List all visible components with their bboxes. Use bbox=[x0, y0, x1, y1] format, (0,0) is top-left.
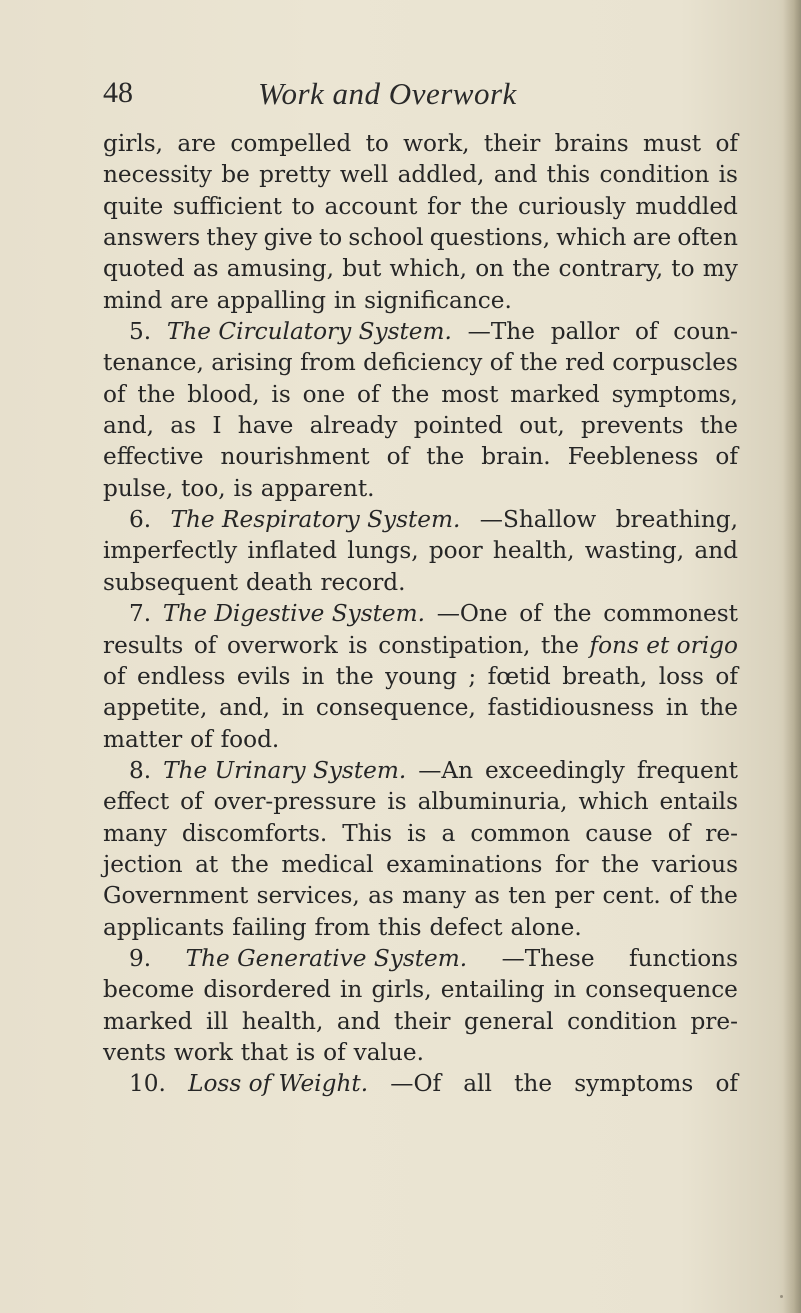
word: significance. bbox=[364, 286, 512, 314]
word: albuminuria, bbox=[417, 788, 568, 816]
text-line bbox=[103, 724, 738, 755]
word: fœtid bbox=[487, 662, 551, 690]
word: from bbox=[314, 913, 371, 941]
word: cent. bbox=[602, 882, 661, 910]
text-line bbox=[103, 598, 738, 629]
word: marked bbox=[510, 380, 600, 408]
word: health, bbox=[492, 537, 575, 565]
word: pointed bbox=[413, 412, 503, 440]
word: breath, bbox=[562, 662, 648, 690]
word: applicants bbox=[103, 913, 225, 941]
word: food. bbox=[220, 725, 280, 753]
word: as bbox=[368, 882, 394, 910]
text-line bbox=[103, 912, 738, 943]
word: is bbox=[407, 819, 427, 847]
word: services, bbox=[256, 882, 360, 910]
word: necessity bbox=[103, 161, 212, 189]
word: are bbox=[177, 130, 216, 157]
word: loss bbox=[658, 662, 704, 690]
word: red bbox=[565, 349, 605, 377]
text-line bbox=[103, 379, 738, 410]
word: prevents bbox=[581, 412, 684, 440]
word: consequence, bbox=[315, 694, 476, 722]
text-line bbox=[103, 786, 738, 817]
word: of bbox=[190, 725, 213, 753]
word: the bbox=[699, 694, 738, 722]
word: I bbox=[212, 412, 222, 440]
text-line bbox=[103, 535, 738, 566]
word: vents bbox=[103, 1038, 166, 1066]
word: value. bbox=[353, 1038, 424, 1066]
word: blood, bbox=[187, 380, 260, 408]
word: become bbox=[103, 976, 195, 1004]
word: as bbox=[192, 255, 219, 283]
word: questions, bbox=[429, 224, 551, 252]
word: jection bbox=[103, 850, 183, 878]
word: they bbox=[206, 224, 258, 252]
word: to bbox=[291, 192, 315, 220]
word: various bbox=[651, 850, 738, 878]
word: this bbox=[546, 161, 591, 189]
word: as bbox=[170, 412, 197, 440]
word: of bbox=[323, 1038, 346, 1066]
word: pre- bbox=[690, 1007, 738, 1035]
text-line bbox=[103, 818, 738, 849]
text-line bbox=[103, 347, 738, 378]
word: of bbox=[667, 819, 691, 847]
word: of bbox=[357, 380, 380, 408]
word: in bbox=[553, 976, 577, 1004]
text-line bbox=[103, 630, 738, 661]
paper-speck bbox=[780, 1295, 783, 1298]
text-line bbox=[103, 222, 738, 253]
page-edge-shadow bbox=[783, 0, 801, 1313]
word: discomforts. bbox=[181, 819, 328, 847]
word: marked bbox=[103, 1007, 193, 1035]
word: are bbox=[170, 286, 209, 314]
word: in bbox=[665, 694, 689, 722]
word: and, bbox=[103, 412, 154, 440]
word: appetite, bbox=[103, 694, 208, 722]
word: fastidiousness bbox=[487, 694, 655, 722]
word: cause bbox=[585, 819, 653, 847]
word: most bbox=[441, 380, 499, 408]
word: examinations bbox=[386, 850, 543, 878]
word: arising bbox=[211, 349, 293, 377]
word: nourishment bbox=[220, 443, 370, 471]
word: ten bbox=[508, 882, 547, 910]
word: many bbox=[103, 819, 167, 847]
word: the bbox=[699, 882, 738, 910]
word: and, bbox=[219, 694, 271, 722]
word: symptoms bbox=[574, 1070, 694, 1098]
word: of bbox=[519, 600, 542, 628]
word: effective bbox=[103, 443, 204, 471]
text-line bbox=[103, 755, 738, 786]
word: is bbox=[387, 788, 407, 816]
word: my bbox=[702, 255, 738, 283]
word: school bbox=[348, 224, 424, 252]
word: subsequent bbox=[103, 568, 239, 596]
word: as bbox=[474, 882, 500, 910]
word: health, bbox=[241, 1007, 324, 1035]
page-number: 48 bbox=[103, 76, 133, 109]
word: failing bbox=[232, 913, 307, 941]
word: the bbox=[137, 380, 176, 408]
word: corpuscles bbox=[612, 349, 738, 377]
word: of bbox=[715, 443, 738, 471]
word: are bbox=[632, 224, 672, 252]
word: evils bbox=[236, 662, 291, 690]
word: sufficient bbox=[172, 192, 282, 220]
word: overwork bbox=[226, 631, 338, 659]
word: defect bbox=[429, 913, 503, 941]
word: —The bbox=[467, 318, 535, 346]
word: a bbox=[441, 819, 456, 847]
body-text bbox=[103, 128, 738, 1100]
word: answers bbox=[103, 224, 201, 252]
italic-phrase: The Respiratory System. bbox=[170, 506, 461, 534]
text-line bbox=[103, 410, 738, 441]
word: already bbox=[309, 412, 398, 440]
word: is bbox=[348, 631, 368, 659]
word: wasting, bbox=[584, 537, 685, 565]
word: the bbox=[335, 662, 374, 690]
word: on bbox=[475, 255, 505, 283]
word: for bbox=[427, 192, 461, 220]
word: compelled bbox=[230, 130, 352, 157]
word: alone. bbox=[510, 913, 582, 941]
word: in bbox=[301, 662, 325, 690]
word: disordered bbox=[203, 976, 331, 1004]
word: of bbox=[715, 130, 738, 157]
word: brains bbox=[554, 130, 629, 157]
word: the bbox=[391, 380, 430, 408]
text-line bbox=[103, 441, 738, 472]
text-line bbox=[103, 1068, 738, 1099]
word: the bbox=[230, 850, 269, 878]
word: this bbox=[378, 913, 422, 941]
word: deficiency bbox=[363, 349, 483, 377]
word: but bbox=[342, 255, 382, 283]
word: in bbox=[340, 976, 363, 1004]
word: of bbox=[489, 349, 513, 377]
text-line bbox=[103, 943, 738, 974]
word: 9. bbox=[129, 944, 152, 972]
word: their bbox=[483, 130, 541, 157]
word: account bbox=[324, 192, 418, 220]
word: inflated bbox=[247, 537, 337, 565]
word: be bbox=[221, 161, 250, 189]
word: of bbox=[386, 443, 410, 471]
word: from bbox=[300, 349, 356, 377]
word: work, bbox=[403, 130, 470, 157]
word: and bbox=[336, 1007, 381, 1035]
word: to bbox=[671, 255, 695, 283]
word: coun- bbox=[673, 318, 738, 346]
word: which, bbox=[389, 255, 467, 283]
word: consequence bbox=[585, 976, 738, 1004]
word: —Of bbox=[390, 1070, 442, 1098]
word: curiously bbox=[517, 192, 626, 220]
running-head bbox=[103, 76, 663, 116]
word: over-pressure bbox=[213, 788, 377, 816]
word: is bbox=[271, 380, 291, 408]
word: the bbox=[699, 412, 738, 440]
word: girls, bbox=[103, 130, 164, 157]
word: quoted bbox=[103, 255, 185, 283]
word: effect bbox=[103, 788, 170, 816]
word: many bbox=[402, 882, 466, 910]
word: of bbox=[193, 631, 217, 659]
text-line bbox=[103, 191, 738, 222]
word: out, bbox=[519, 412, 565, 440]
word: mind bbox=[103, 286, 163, 314]
italic-phrase: fons et origo bbox=[589, 631, 738, 659]
word: general bbox=[464, 1007, 554, 1035]
word: their bbox=[394, 1007, 451, 1035]
word: medical bbox=[281, 850, 374, 878]
word: quite bbox=[103, 192, 164, 220]
text-line bbox=[103, 285, 738, 316]
word: death bbox=[245, 568, 313, 596]
word: pulse, bbox=[103, 474, 174, 502]
text-line bbox=[103, 473, 738, 504]
word: This bbox=[342, 819, 393, 847]
word: of bbox=[103, 662, 126, 690]
text-line bbox=[103, 128, 738, 159]
word: well bbox=[339, 161, 389, 189]
italic-phrase: The Digestive System. bbox=[162, 600, 426, 628]
word: matter bbox=[103, 725, 183, 753]
word: have bbox=[237, 412, 294, 440]
word: the bbox=[512, 255, 551, 283]
word: the bbox=[519, 349, 558, 377]
word: addled, bbox=[397, 161, 485, 189]
word: amusing, bbox=[226, 255, 334, 283]
word: 7. bbox=[129, 600, 152, 628]
word: common bbox=[470, 819, 571, 847]
word: and bbox=[493, 161, 538, 189]
word: appalling bbox=[216, 286, 326, 314]
word: constipation, bbox=[378, 631, 531, 659]
text-line bbox=[103, 1037, 738, 1068]
text-line bbox=[103, 974, 738, 1005]
word: entails bbox=[659, 788, 738, 816]
text-line bbox=[103, 316, 738, 347]
word: too, bbox=[181, 474, 226, 502]
word: 6. bbox=[129, 506, 152, 534]
word: entailing bbox=[440, 976, 545, 1004]
word: —One bbox=[436, 600, 508, 628]
word: often bbox=[677, 224, 738, 252]
word: —An bbox=[418, 756, 474, 784]
word: all bbox=[463, 1070, 492, 1098]
word: that bbox=[240, 1038, 289, 1066]
word: 8. bbox=[129, 756, 152, 784]
word: functions bbox=[629, 944, 738, 972]
word: is bbox=[233, 474, 253, 502]
word: the bbox=[514, 1070, 553, 1098]
word: 5. bbox=[129, 318, 152, 346]
word: ill bbox=[206, 1007, 229, 1035]
word: condition bbox=[567, 1007, 677, 1035]
word: to bbox=[318, 224, 343, 252]
italic-phrase: The Circulatory System. bbox=[166, 318, 452, 346]
word: for bbox=[555, 850, 589, 878]
word: imperfectly bbox=[103, 537, 238, 565]
word: pallor bbox=[550, 318, 620, 346]
word: condition bbox=[599, 161, 710, 189]
word: at bbox=[195, 850, 219, 878]
word: —These bbox=[501, 944, 595, 972]
word: of bbox=[180, 788, 203, 816]
word: apparent. bbox=[260, 474, 375, 502]
word: poor bbox=[428, 537, 483, 565]
text-line bbox=[103, 880, 738, 911]
word: which bbox=[578, 788, 649, 816]
word: of bbox=[715, 1070, 738, 1098]
word: exceedingly bbox=[485, 756, 625, 784]
word: and bbox=[694, 537, 738, 565]
text-line bbox=[103, 692, 738, 723]
word: of bbox=[635, 318, 658, 346]
text-line bbox=[103, 159, 738, 190]
text-line bbox=[103, 661, 738, 692]
word: commonest bbox=[603, 600, 738, 628]
word: of bbox=[103, 380, 126, 408]
word: the bbox=[426, 443, 465, 471]
text-line bbox=[103, 1006, 738, 1037]
word: of bbox=[715, 662, 738, 690]
text-line bbox=[103, 504, 738, 535]
word: —Shallow bbox=[479, 506, 597, 534]
word: is bbox=[718, 161, 738, 189]
word: which bbox=[556, 224, 627, 252]
word: per bbox=[554, 882, 595, 910]
word: work bbox=[173, 1038, 233, 1066]
word: Government bbox=[103, 882, 249, 910]
word: Feebleness bbox=[567, 443, 699, 471]
text-line bbox=[103, 567, 738, 598]
word: endless bbox=[137, 662, 226, 690]
text-line bbox=[103, 253, 738, 284]
word: give bbox=[263, 224, 313, 252]
word: in bbox=[333, 286, 357, 314]
running-title: Work and Overwork bbox=[258, 76, 517, 111]
word: in bbox=[281, 694, 305, 722]
word: 10. bbox=[129, 1070, 166, 1098]
word: symptoms, bbox=[611, 380, 738, 408]
word: ; bbox=[468, 662, 477, 690]
word: pretty bbox=[259, 161, 331, 189]
word: young bbox=[385, 662, 457, 690]
word: one bbox=[302, 380, 346, 408]
italic-phrase: Loss of Weight. bbox=[188, 1070, 369, 1098]
word: muddled bbox=[635, 192, 738, 220]
word: is bbox=[295, 1038, 316, 1066]
word: must bbox=[642, 130, 702, 157]
word: the bbox=[601, 850, 640, 878]
word: girls, bbox=[371, 976, 432, 1004]
italic-phrase: The Generative System. bbox=[185, 944, 468, 972]
word: the bbox=[540, 631, 579, 659]
word: re- bbox=[705, 819, 738, 847]
word: the bbox=[553, 600, 592, 628]
word: to bbox=[365, 130, 389, 157]
word: lungs, bbox=[347, 537, 419, 565]
italic-phrase: The Urinary System. bbox=[163, 756, 407, 784]
word: results bbox=[103, 631, 184, 659]
word: contrary, bbox=[558, 255, 664, 283]
word: breathing, bbox=[615, 506, 738, 534]
word: frequent bbox=[636, 756, 738, 784]
text-line bbox=[103, 849, 738, 880]
word: brain. bbox=[481, 443, 551, 471]
word: of bbox=[669, 882, 692, 910]
word: tenance, bbox=[103, 349, 204, 377]
word: the bbox=[470, 192, 509, 220]
word: record. bbox=[320, 568, 406, 596]
